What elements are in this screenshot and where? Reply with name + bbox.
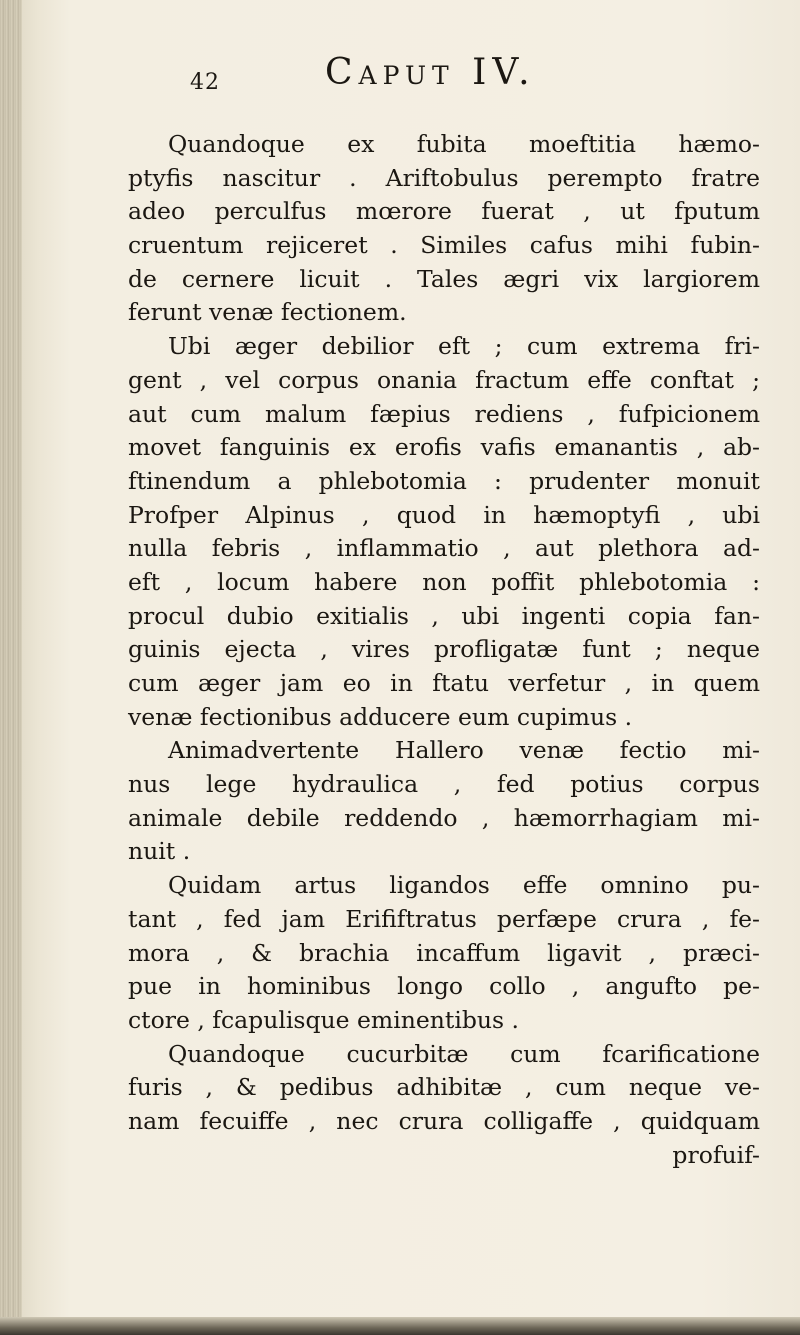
- text-line: adeo perculfus mœrore fuerat , ut fputum: [128, 197, 760, 226]
- text-line: ftinendum a phlebotomia : prudenter monuit: [128, 466, 760, 495]
- text-line: de cernere licuit . Tales ægri vix largiorem: [128, 264, 760, 293]
- text-line: movet fanguinis ex erofis vafis emanantis , ab-: [128, 433, 760, 462]
- text-line: tant , fed jam Erififtratus perfæpe crura , fe-: [128, 904, 760, 933]
- text-line: gent , vel corpus onania fractum effe conftat ;: [128, 365, 760, 394]
- text-line: Quandoque ex fubita moeftitia hæmo-: [168, 130, 760, 158]
- text-line: guinis ejecta , vires profligatæ funt ; neque: [128, 635, 760, 664]
- text-line: procul dubio exitialis , ubi ingenti copia fan-: [128, 601, 760, 630]
- text-line: pue in hominibus longo collo , angufto pe-: [128, 972, 760, 1001]
- text-line: animale debile reddendo , hæmorrhagiam mi-: [128, 803, 760, 832]
- running-head: Caput IV.: [325, 52, 536, 93]
- page-number: 42: [190, 70, 220, 95]
- text-line: ctore , fcapulisque eminentibus .: [128, 1005, 520, 1034]
- text-line: furis , & pedibus adhibitæ , cum neque ve-: [128, 1073, 760, 1102]
- text-line: cum æger jam eo in ftatu verfetur , in quem: [128, 669, 760, 697]
- text-line: nus lege hydraulica , fed potius corpus: [128, 770, 760, 799]
- text-line: nam fecuiffe , nec crura colligaffe , quidquam: [128, 1106, 760, 1135]
- text-line: aut cum malum fæpius rediens , fufpicionem: [128, 399, 760, 428]
- text-line: Quandoque cucurbitæ cum fcarificatione: [168, 1039, 760, 1068]
- catchword: profuif-: [672, 1140, 760, 1169]
- text-line: cruentum rejiceret . Similes cafus mihi fubin-: [128, 231, 760, 260]
- text-line: Quidam artus ligandos effe omnino pu-: [168, 871, 760, 900]
- text-line: eft , locum habere non poffit phlebotomia :: [128, 567, 760, 596]
- text-line: ptyfis nascitur . Ariftobulus perempto fratre: [128, 163, 760, 192]
- text-line: nulla febris , inflammatio , aut plethora ad-: [128, 534, 760, 563]
- text-line: mora , & brachia incaffum ligavit , præci-: [128, 938, 760, 967]
- body-text: [128, 128, 760, 1172]
- text-line: Animadvertente Hallero venæ fectio mi-: [168, 736, 760, 765]
- binding-gutter: [0, 0, 22, 1335]
- text-line: venæ fectionibus adducere eum cupimus .: [128, 702, 633, 731]
- page-bottom-edge: [0, 1317, 800, 1335]
- text-line: Profper Alpinus , quod in hæmoptyfi , ubi: [128, 500, 760, 529]
- text-line: Ubi æger debilior eft ; cum extrema fri-: [168, 332, 760, 361]
- text-line: ferunt venæ fectionem.: [128, 298, 407, 327]
- page-header: [150, 52, 710, 102]
- text-line: nuit .: [128, 837, 191, 866]
